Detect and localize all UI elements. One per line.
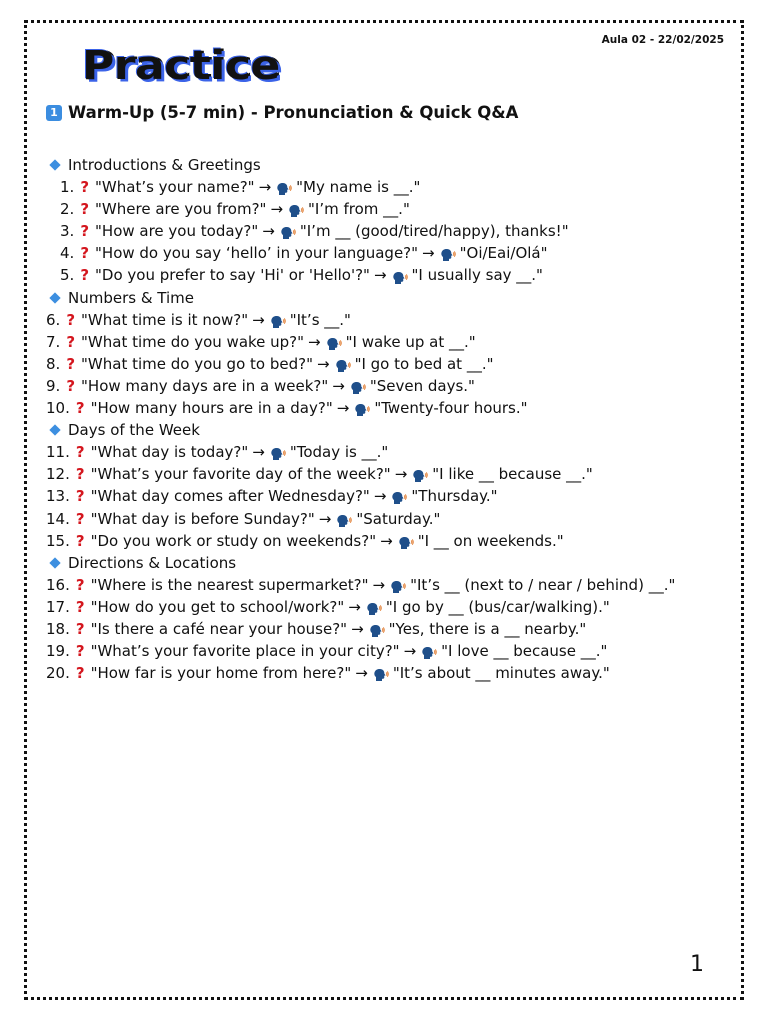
page-number: 1 xyxy=(690,952,704,977)
item-number: 5. xyxy=(60,266,75,285)
arrow-right-icon: → xyxy=(380,531,393,550)
item-number: 6. xyxy=(46,310,61,329)
diamond-icon xyxy=(49,425,60,436)
question-mark-icon: ? xyxy=(75,575,85,594)
item-number: 1. xyxy=(60,178,75,197)
question-mark-icon: ? xyxy=(75,531,85,550)
question-text: "What day is before Sunday?" xyxy=(90,509,315,528)
list-item xyxy=(46,375,728,397)
question-mark-icon: ? xyxy=(66,310,76,329)
answer-text: "I like __ because __." xyxy=(432,465,593,484)
question-text: "Is there a café near your house?" xyxy=(90,619,348,638)
speaking-head-icon xyxy=(398,534,414,548)
list-item xyxy=(46,618,728,640)
speaking-head-icon xyxy=(280,224,296,238)
speaking-head-icon xyxy=(369,622,385,636)
question-mark-icon: ? xyxy=(75,619,85,638)
arrow-right-icon: → xyxy=(373,266,387,285)
question-text: "What time do you go to bed?" xyxy=(81,354,313,373)
title-block xyxy=(82,40,280,92)
speaking-head-icon xyxy=(373,666,389,680)
question-mark-icon: ? xyxy=(75,597,85,616)
question-mark-icon: ? xyxy=(66,376,76,395)
speaking-head-icon xyxy=(366,600,382,614)
question-mark-icon: ? xyxy=(66,332,76,351)
arrow-right-icon: → xyxy=(316,354,330,373)
question-text: "What’s your favorite day of the week?" xyxy=(90,465,391,484)
item-number: 14. xyxy=(46,509,70,528)
arrow-right-icon: → xyxy=(332,376,345,395)
question-mark-icon: ? xyxy=(80,200,90,219)
answer-text: "Oi/Eai/Olá" xyxy=(459,244,548,263)
question-text: "Where is the nearest supermarket?" xyxy=(90,575,369,594)
question-text: "What time do you wake up?" xyxy=(81,332,305,351)
item-number: 9. xyxy=(46,376,61,395)
item-number: 8. xyxy=(46,354,61,373)
list-item xyxy=(46,198,728,220)
list-item xyxy=(46,508,728,530)
answer-text: "Today is __." xyxy=(289,443,389,462)
item-number: 20. xyxy=(46,664,70,683)
answer-text: "I usually say __." xyxy=(411,266,543,285)
question-text: "What day comes after Wednesday?" xyxy=(90,487,370,506)
arrow-right-icon: → xyxy=(403,642,417,661)
item-number: 7. xyxy=(46,332,61,351)
question-text: "Do you work or study on weekends?" xyxy=(90,531,377,550)
diamond-icon xyxy=(49,159,60,170)
speaking-head-icon xyxy=(392,269,408,283)
category-label: Days of the Week xyxy=(68,421,200,440)
question-text: "How many days are in a week?" xyxy=(81,376,329,395)
item-number: 12. xyxy=(46,465,70,484)
item-number: 17. xyxy=(46,597,70,616)
item-number: 15. xyxy=(46,531,70,550)
question-text: "How do you get to school/work?" xyxy=(90,597,345,616)
lesson-date: Aula 02 - 22/02/2025 xyxy=(601,34,724,46)
answer-text: "I wake up at __." xyxy=(345,332,476,351)
question-mark-icon: ? xyxy=(80,266,90,285)
list-item xyxy=(46,640,728,662)
item-number: 3. xyxy=(60,222,75,241)
category-heading xyxy=(46,154,728,176)
list-item xyxy=(46,176,728,198)
arrow-right-icon: → xyxy=(318,509,332,528)
item-number: 19. xyxy=(46,642,70,661)
list-item xyxy=(46,264,728,286)
speaking-head-icon xyxy=(336,512,352,526)
answer-text: "Saturday." xyxy=(356,509,441,528)
question-mark-icon: ? xyxy=(75,509,85,528)
speaking-head-icon xyxy=(288,202,304,216)
category-label: Introductions & Greetings xyxy=(68,156,261,174)
item-number: 11. xyxy=(46,443,70,462)
arrow-right-icon: → xyxy=(348,597,361,616)
question-text: "What day is today?" xyxy=(90,443,249,462)
item-number: 4. xyxy=(60,244,75,263)
speaking-head-icon xyxy=(421,644,437,658)
question-mark-icon: ? xyxy=(80,222,90,241)
question-text: "Where are you from?" xyxy=(95,200,267,219)
answer-text: "Seven days." xyxy=(369,376,475,395)
question-mark-icon: ? xyxy=(75,664,85,683)
answer-text: "My name is __." xyxy=(296,178,421,197)
question-text: "How many hours are in a day?" xyxy=(90,399,333,418)
arrow-right-icon: → xyxy=(308,332,321,351)
list-item xyxy=(46,574,728,596)
list-item xyxy=(46,441,728,463)
answer-text: "I love __ because __." xyxy=(441,642,608,661)
speaking-head-icon xyxy=(390,578,406,592)
list-item xyxy=(46,485,728,507)
arrow-right-icon: → xyxy=(252,443,265,462)
item-number: 16. xyxy=(46,575,70,594)
list-item xyxy=(46,220,728,242)
question-mark-icon: ? xyxy=(75,443,85,462)
speaking-head-icon xyxy=(412,467,428,481)
diamond-icon xyxy=(49,557,60,568)
list-item xyxy=(46,463,728,485)
category-label: Numbers & Time xyxy=(68,288,195,307)
speaking-head-icon xyxy=(270,445,286,459)
list-item xyxy=(46,331,728,353)
question-text: "What time is it now?" xyxy=(81,310,249,329)
speaking-head-icon xyxy=(354,401,370,415)
item-number: 13. xyxy=(46,487,70,506)
item-number: 2. xyxy=(60,200,75,219)
section-heading xyxy=(46,103,518,122)
list-item xyxy=(46,397,728,419)
question-mark-icon: ? xyxy=(66,354,76,373)
answer-text: "I go to bed at __." xyxy=(354,354,494,373)
answer-text: "Thursday." xyxy=(411,487,498,506)
list-item xyxy=(46,596,728,618)
speaking-head-icon xyxy=(440,246,456,260)
answer-text: "It’s __ (next to / near / behind) __." xyxy=(410,575,676,594)
question-mark-icon: ? xyxy=(80,244,90,263)
speaking-head-icon xyxy=(276,180,292,194)
arrow-right-icon: → xyxy=(252,310,265,329)
arrow-right-icon: → xyxy=(262,222,275,241)
category-heading xyxy=(46,552,728,574)
category-label: Directions & Locations xyxy=(68,553,237,572)
arrow-right-icon: → xyxy=(394,465,408,484)
speaking-head-icon xyxy=(391,489,407,503)
list-item xyxy=(46,242,728,264)
category-heading xyxy=(46,419,728,441)
question-mark-icon: ? xyxy=(75,487,85,506)
speaking-head-icon xyxy=(350,379,366,393)
answer-text: "I __ on weekends." xyxy=(417,531,564,550)
keycap-one-icon: 1 xyxy=(46,105,62,121)
diamond-icon xyxy=(49,292,60,303)
list-item xyxy=(46,662,728,684)
arrow-right-icon: → xyxy=(258,178,272,197)
arrow-right-icon: → xyxy=(373,487,387,506)
arrow-right-icon: → xyxy=(270,200,284,219)
list-item xyxy=(46,353,728,375)
arrow-right-icon: → xyxy=(355,664,368,683)
question-text: "How do you say ‘hello’ in your language?" xyxy=(95,244,419,263)
speaking-head-icon xyxy=(326,335,342,349)
question-text: "What’s your name?" xyxy=(95,178,255,197)
question-mark-icon: ? xyxy=(75,642,85,661)
question-mark-icon: ? xyxy=(80,178,90,197)
question-text: "Do you prefer to say 'Hi' or 'Hello'?" xyxy=(95,266,370,285)
question-text: "What’s your favorite place in your city?" xyxy=(90,642,400,661)
question-list xyxy=(46,154,728,684)
answer-text: "Twenty-four hours." xyxy=(374,399,528,418)
answer-text: "I go by __ (bus/car/walking)." xyxy=(385,597,610,616)
arrow-right-icon: → xyxy=(336,399,350,418)
item-number: 18. xyxy=(46,619,70,638)
answer-text: "I’m from __." xyxy=(308,200,410,219)
page-title: Practice xyxy=(82,42,280,89)
item-number: 10. xyxy=(46,399,70,418)
answer-text: "It’s __." xyxy=(289,310,351,329)
arrow-right-icon: → xyxy=(422,244,435,263)
speaking-head-icon xyxy=(270,313,286,327)
question-text: "How far is your home from here?" xyxy=(90,664,352,683)
answer-text: "I’m __ (good/tired/happy), thanks!" xyxy=(299,222,569,241)
question-mark-icon: ? xyxy=(75,399,85,418)
question-mark-icon: ? xyxy=(75,465,85,484)
answer-text: "It’s about __ minutes away." xyxy=(392,664,610,683)
section-heading-text: Warm-Up (5-7 min) - Pronunciation & Quick Q&A xyxy=(68,103,519,122)
answer-text: "Yes, there is a __ nearby." xyxy=(388,619,587,638)
category-heading xyxy=(46,287,728,309)
list-item xyxy=(46,309,728,331)
question-text: "How are you today?" xyxy=(95,222,259,241)
arrow-right-icon: → xyxy=(351,619,364,638)
list-item xyxy=(46,530,728,552)
arrow-right-icon: → xyxy=(372,575,386,594)
speaking-head-icon xyxy=(335,357,351,371)
